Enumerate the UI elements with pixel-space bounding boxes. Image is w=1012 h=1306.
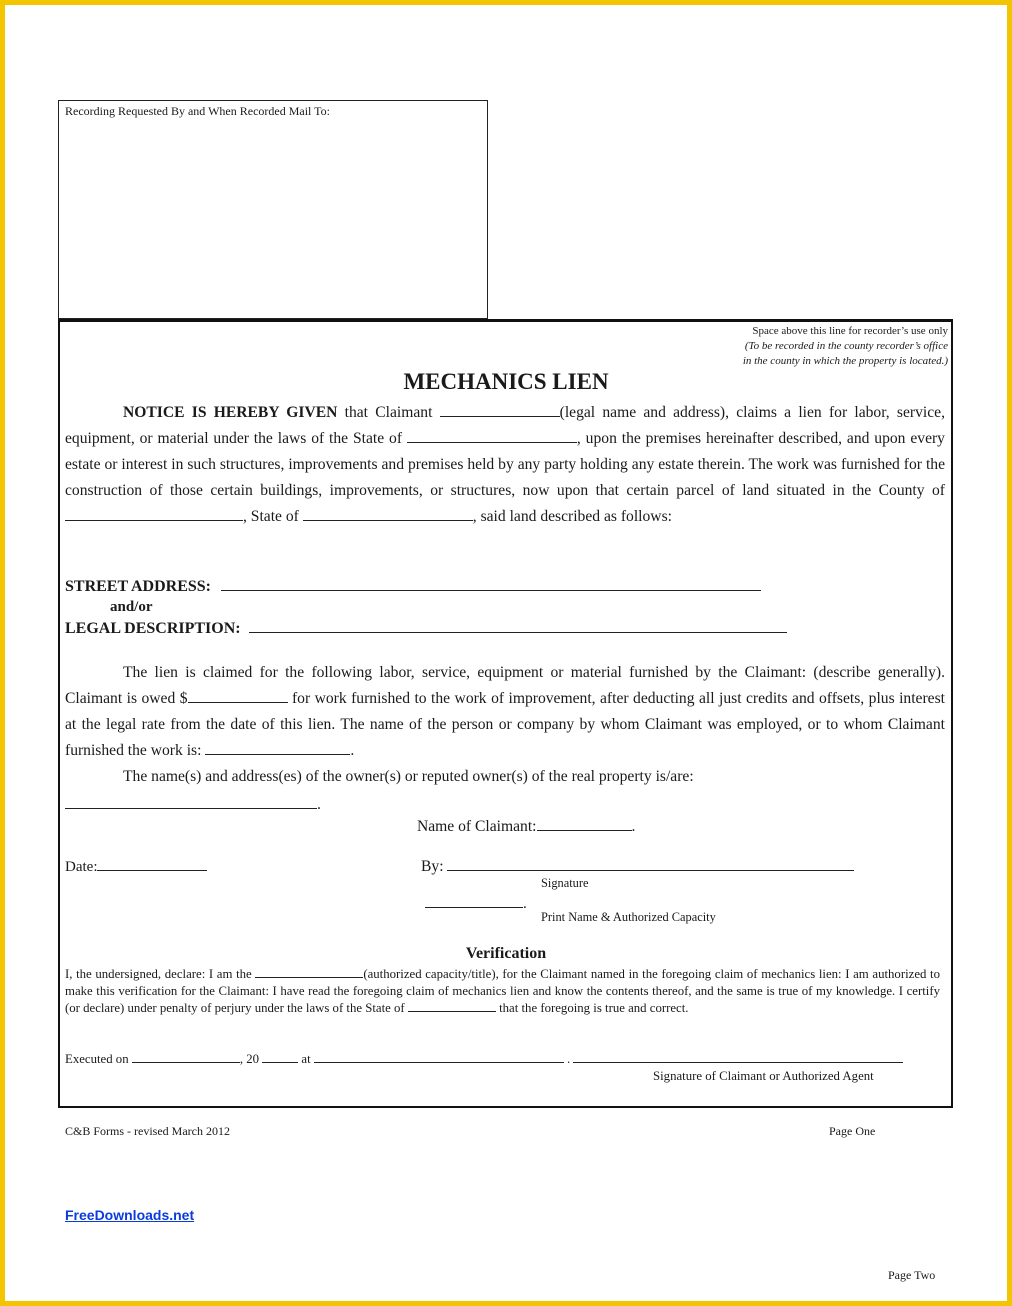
- executed-year-blank[interactable]: [262, 1051, 298, 1063]
- claim-text-2: for work furnished to the work of improvement, after deducting all just credits and offsets, plus interest at the legal rate from the date of this lien. The name of the person or company by whom Claimant was employed, or to whom Claimant furnished the work is:: [65, 690, 945, 759]
- signature-blank[interactable]: [447, 856, 854, 871]
- claim-text-3: .: [350, 742, 355, 759]
- claim-paragraph: [65, 660, 945, 790]
- name-of-claimant-dot: .: [631, 818, 636, 835]
- claim-text-1: The lien is claimed for the following labor, service, equipment or material furnished by the Claimant: (describe generally). Claimant is owed $: [65, 664, 945, 707]
- capacity-blank[interactable]: [255, 966, 363, 978]
- street-address-row: [65, 576, 761, 596]
- notice-text-2: (legal name and address), claims a lien for labor, service, equipment, or material under the laws of the State of: [65, 404, 945, 447]
- print-name-blank[interactable]: [425, 893, 523, 908]
- executed-row: [65, 1051, 945, 1068]
- andor-label: and/or: [110, 599, 153, 615]
- verification-text-b: (authorized capacity/title), for the Claimant named in the foregoing claim of mechanics lien: I am authorized to make this verification for the Claimant: I have read the foregoing claim of mechanics lien and know the contents thereof, and the same is true of my knowledge. I certify (or declare) under penalty of perjury under the laws of the State of: [65, 967, 940, 1015]
- legal-description-label: LEGAL DESCRIPTION:: [65, 620, 241, 637]
- date-blank[interactable]: [97, 856, 207, 871]
- state-of-land-blank[interactable]: [303, 506, 473, 521]
- executed-on-label: Executed on: [65, 1052, 132, 1066]
- owners-blank-row: [65, 794, 321, 814]
- agent-signature-caption: Signature of Claimant or Authorized Agent: [653, 1069, 874, 1083]
- employer-blank[interactable]: [205, 740, 350, 755]
- recorder-note: [743, 324, 948, 369]
- print-name-row: [425, 893, 527, 913]
- name-of-claimant-label: Name of Claimant:: [417, 818, 537, 835]
- freedownloads-link[interactable]: FreeDownloads.net: [65, 1207, 195, 1223]
- amount-owed-blank[interactable]: [188, 688, 288, 703]
- recording-box: [58, 100, 488, 319]
- agent-signature-blank[interactable]: [573, 1051, 903, 1063]
- notice-text-3: , upon the premises hereinafter described, and upon every estate or interest in such structures, improvements and premises held by any party holding any estate therein. The work was furnished for the construction of those certain buildings, improvements, or structures, now upon that certain parcel of land situated in the County of: [65, 430, 945, 499]
- footer-page-one: Page One: [829, 1124, 876, 1138]
- recorder-note-line1: Space above this line for recorder’s use only: [752, 325, 948, 337]
- state-blank[interactable]: [407, 428, 577, 443]
- recorder-note-line2: (To be recorded in the county recorder’s office: [744, 340, 948, 352]
- name-of-claimant-row: [417, 816, 635, 836]
- owners-blank[interactable]: [65, 794, 317, 809]
- document-title: MECHANICS LIEN: [403, 369, 609, 394]
- street-address-label: STREET ADDRESS:: [65, 578, 211, 595]
- footer-left: C&B Forms - revised March 2012: [65, 1124, 230, 1138]
- street-address-blank[interactable]: [221, 576, 761, 591]
- notice-text-4: , State of: [243, 508, 303, 525]
- executed-place-blank[interactable]: [314, 1051, 564, 1063]
- legal-description-blank[interactable]: [249, 618, 787, 633]
- legal-description-row: [65, 618, 787, 638]
- owners-text: The name(s) and address(es) of the owner(s) or reputed owner(s) of the real property is/are:: [123, 768, 694, 785]
- name-of-claimant-blank[interactable]: [537, 816, 632, 831]
- owners-end-dot: .: [317, 796, 321, 813]
- recording-box-label: Recording Requested By and When Recorded Mail To:: [65, 104, 330, 118]
- recorder-note-line3: in the county in which the property is located.): [742, 355, 948, 367]
- by-label: By:: [421, 858, 448, 875]
- claimant-blank[interactable]: [440, 402, 560, 417]
- notice-lead: NOTICE IS HEREBY GIVEN: [123, 404, 338, 421]
- print-name-caption: Print Name & Authorized Capacity: [541, 910, 716, 924]
- date-row: [65, 856, 207, 876]
- verification-title: Verification: [465, 945, 547, 962]
- executed-year-label: , 20: [239, 1052, 263, 1066]
- verification-state-blank[interactable]: [408, 1000, 496, 1012]
- verification-text-c: that the foregoing is true and correct.: [495, 1001, 689, 1015]
- executed-dot: .: [563, 1052, 574, 1066]
- county-blank[interactable]: [65, 506, 243, 521]
- notice-text-5: , said land described as follows:: [472, 508, 672, 525]
- notice-paragraph: [65, 400, 945, 530]
- date-label: Date:: [65, 859, 98, 875]
- signature-caption: Signature: [541, 876, 589, 890]
- executed-at-label: at: [298, 1052, 314, 1066]
- footer-page-two: Page Two: [888, 1268, 936, 1282]
- verification-text-a: I, the undersigned, declare: I am the: [65, 967, 256, 981]
- print-name-dot: .: [523, 896, 527, 912]
- by-row: [421, 856, 854, 876]
- executed-date-blank[interactable]: [132, 1051, 240, 1063]
- verification-text: [65, 966, 940, 1017]
- notice-text-1: that Claimant: [337, 404, 440, 421]
